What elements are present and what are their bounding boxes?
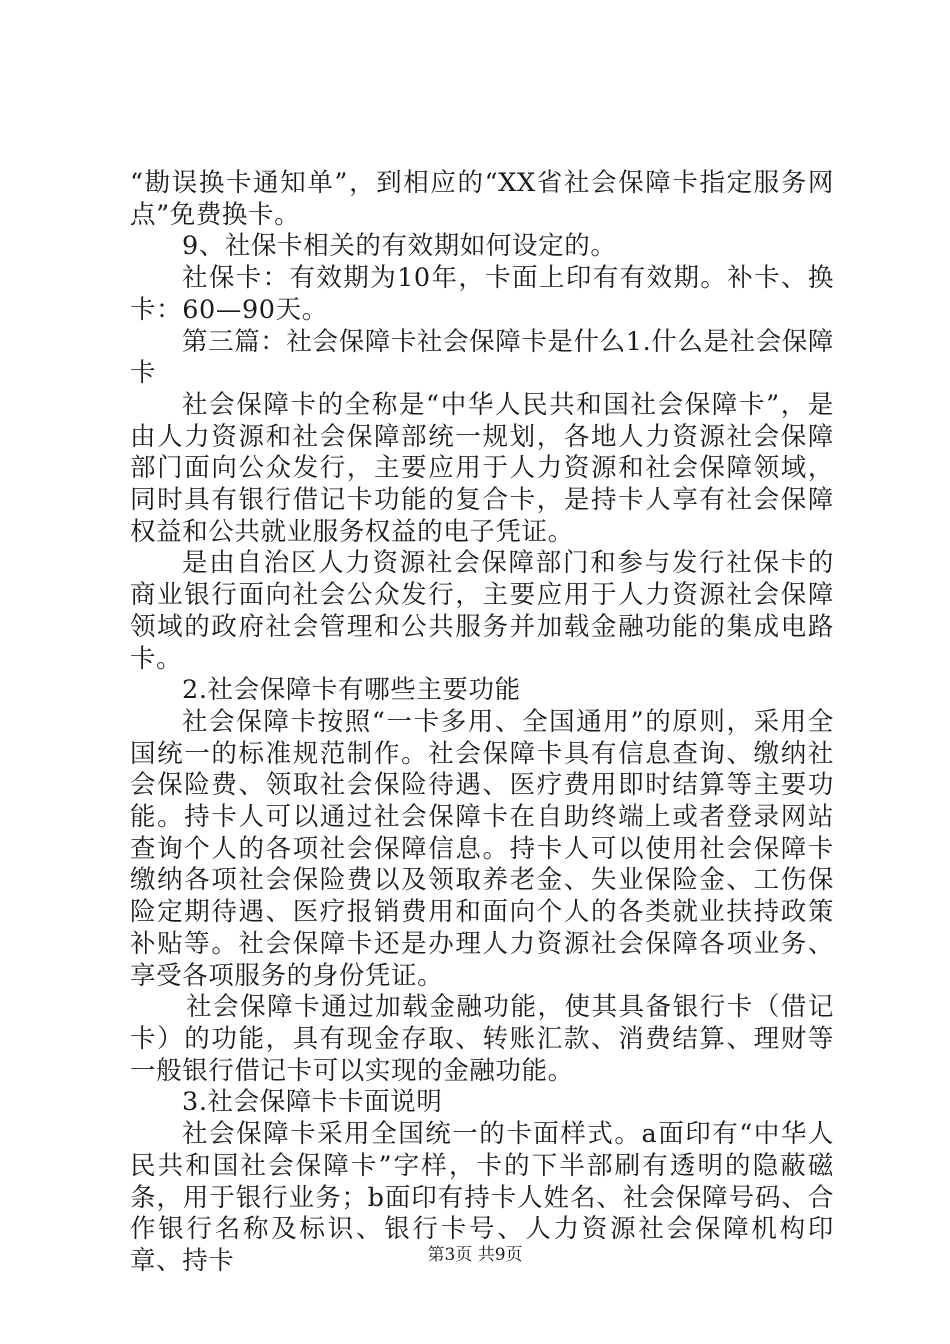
paragraph-issuance: 是由自治区人力资源社会保障部门和参与发行社保卡的商业银行面向社会公众发行，主要应用于人力资源社会保障领域的政府社会管理和公共服务并加载金融功能的集成电路卡。	[130, 548, 834, 674]
page-footer: 第3页 共9页	[427, 1245, 523, 1265]
subheading-main-functions: 2.社会保障卡有哪些主要功能	[182, 675, 521, 706]
paragraph-validity: 社保卡：有效期为10年，卡面上印有有效期。补卡、换卡：60—90天。	[130, 263, 834, 325]
paragraph-definition: 社会保障卡的全称是“中华人民共和国社会保障卡”，是由人力资源和社会保障部统一规划，各地人力资源社会保障部门面向公众发行，主要应用于人力资源和社会保障领域，同时具有银行借记卡功能的复合卡，是持卡人享有社会保障权益和公共就业服务权益的电子凭证。	[130, 389, 834, 547]
document-body	[130, 168, 834, 1278]
paragraph-financial-functions: 社会保障卡通过加载金融功能，使其具备银行卡（借记卡）的功能，具有现金存取、转账汇款、消费结算、理财等一般银行借记卡可以实现的金融功能。	[130, 992, 834, 1086]
paragraph-functions: 社会保障卡按照“一卡多用、全国通用”的原则，采用全国统一的标准规范制作。社会保障卡具有信息查询、缴纳社会保险费、领取社会保险待遇、医疗费用即时结算等主要功能。持卡人可以通过社会保障卡在自助终端上或者登录网站查询个人的各项社会保障信息。持卡人可以使用社会保障卡缴纳各项社会保险费以及领取养老金、失业保险金、工伤保险定期待遇、医疗报销费用和面向个人的各类就业扶持政策补贴等。社会保障卡还是办理人力资源社会保障各项业务、享受各项服务的身份凭证。	[130, 706, 834, 991]
section-heading-part-three: 第三篇：社会保障卡社会保障卡是什么1.什么是社会保障卡	[130, 326, 834, 389]
subheading-card-face: 3.社会保障卡卡面说明	[182, 1087, 443, 1118]
paragraph-question-9: 9、社保卡相关的有效期如何设定的。	[182, 231, 617, 262]
paragraph-continuation: “勘误换卡通知单”，到相应的“XX省社会保障卡指定服务网点”免费换卡。	[130, 168, 834, 230]
paragraph-card-face: 社会保障卡采用全国统一的卡面样式。a面印有“中华人民共和国社会保障卡”字样，卡的下半部刷有透明的隐蔽磁条，用于银行业务；b面印有持卡人姓名、社会保障号码、合作银行名称及标识、银行卡号、人力资源社会保障机构印章、持卡	[130, 1119, 834, 1276]
